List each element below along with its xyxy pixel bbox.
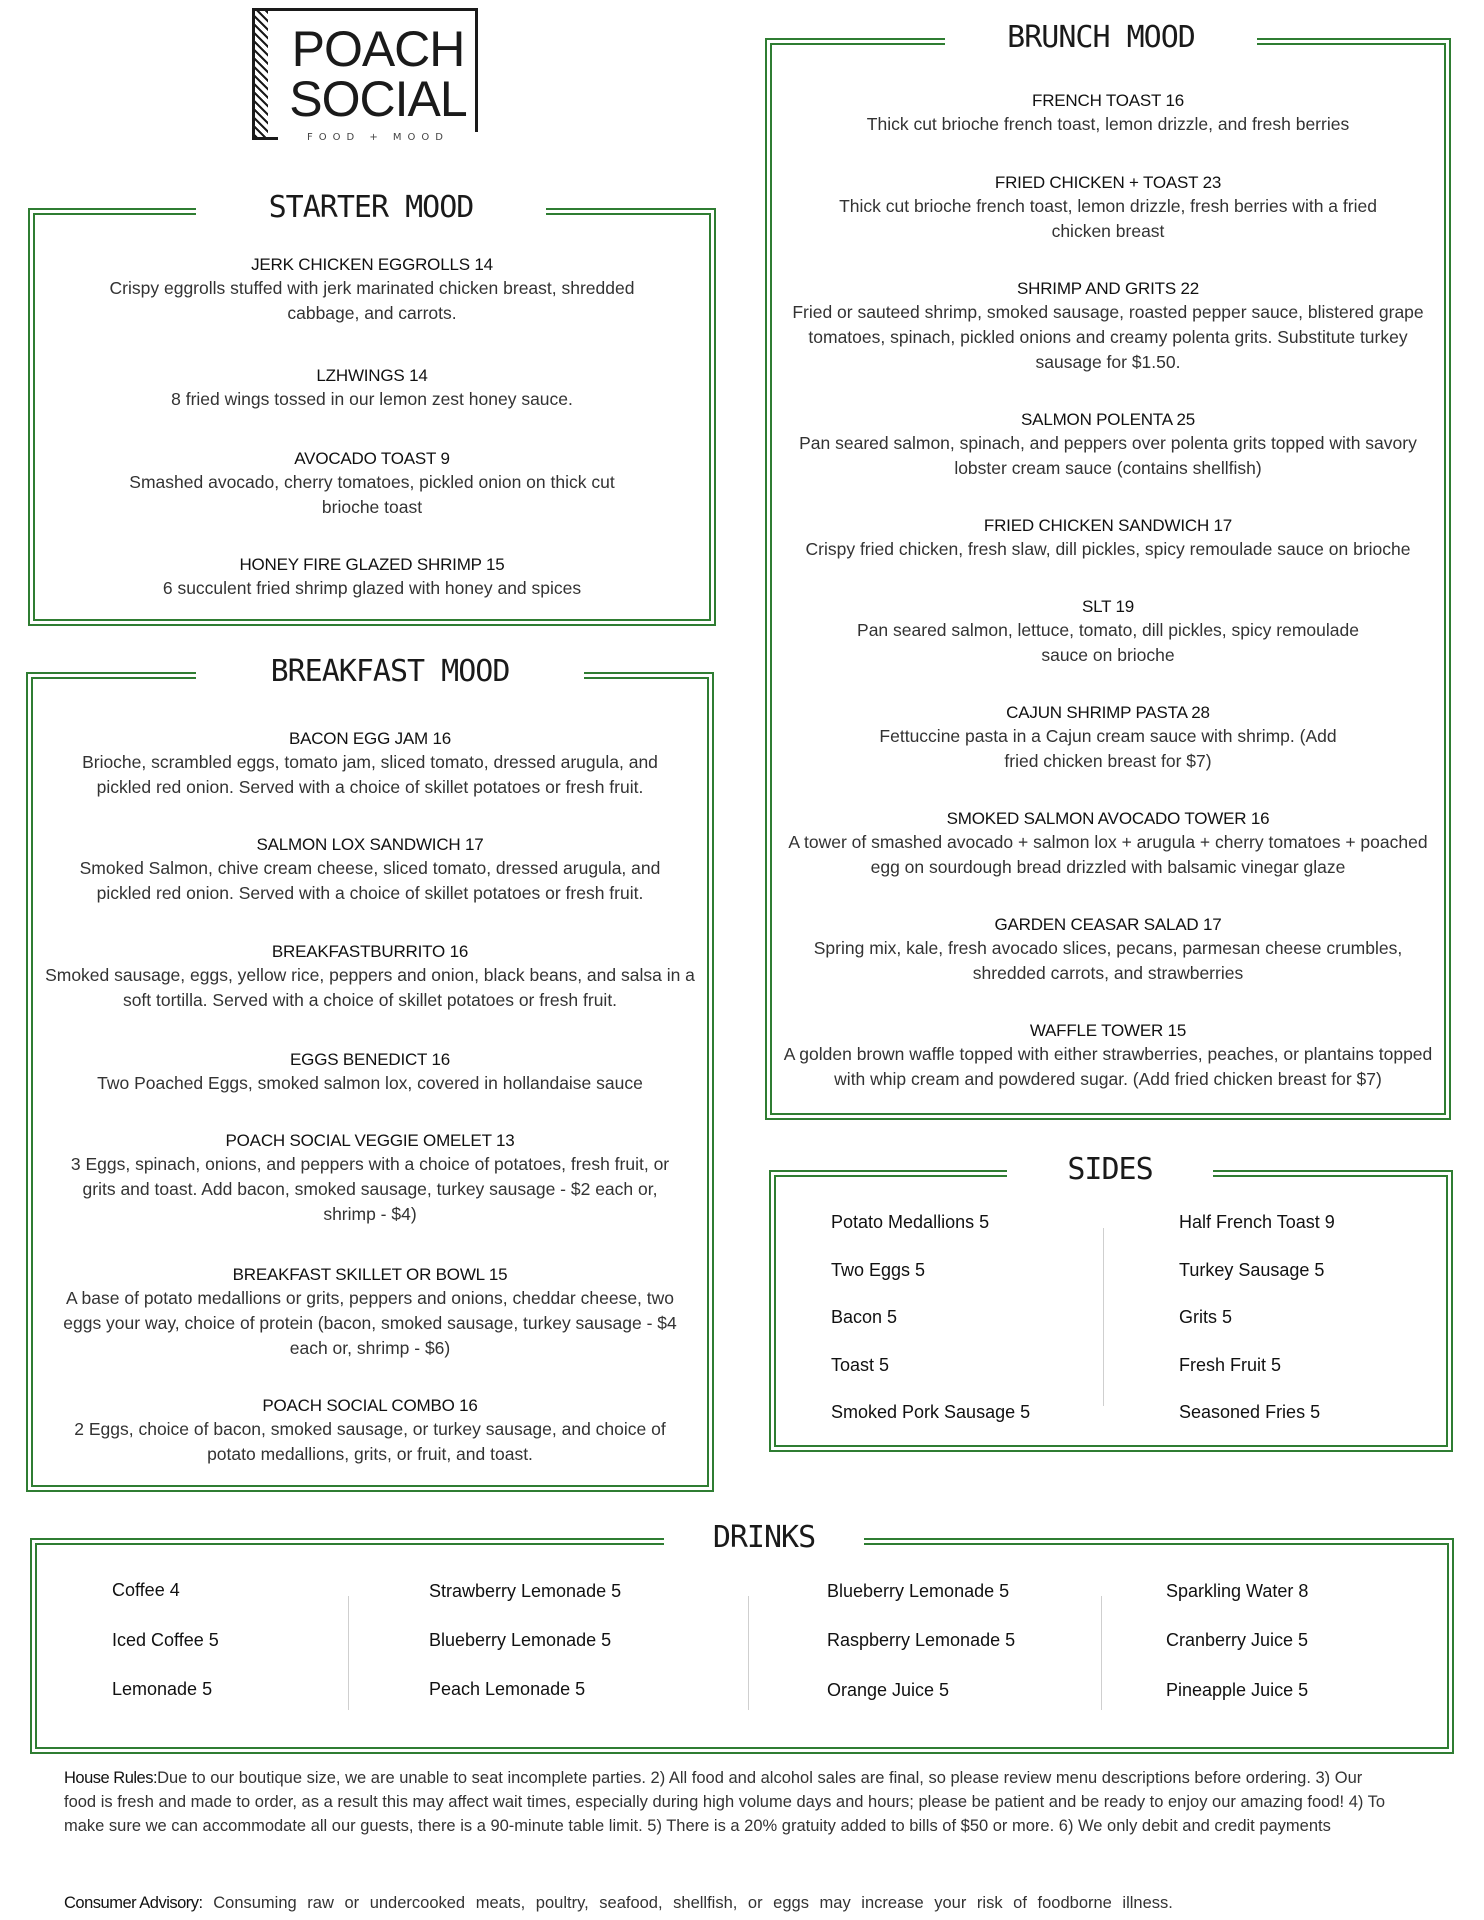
item-description: 6 succulent fried shrimp glazed with honey and spices: [162, 578, 582, 598]
drink-item: Raspberry Lemonade 5: [827, 1630, 1016, 1650]
item-description: A golden brown waffle topped with either strawberries, peaches, or plantains topped with whip cream and powdered sugar. (Add fried chicken breast for $7): [783, 1044, 1433, 1089]
logo-line-2: SOCIAL: [289, 71, 467, 127]
section-title: STARTER MOOD: [196, 190, 546, 226]
menu-item: [773, 914, 1443, 1020]
menu-item: [773, 409, 1443, 515]
menu-item: [773, 1020, 1443, 1092]
item-description: Spring mix, kale, fresh avocado slices, pecans, parmesan cheese crumbles, shredded carrots, and strawberries: [813, 938, 1403, 983]
item-description: Brioche, scrambled eggs, tomato jam, sliced tomato, dressed arugula, and pickled red onion. Served with a choice of skillet potatoes or fresh fruit.: [82, 752, 658, 797]
menu-item: [36, 1264, 704, 1395]
menu-item: [42, 365, 702, 448]
menu-item: [42, 254, 702, 365]
item-name: BREAKFAST SKILLET OR BOWL 15: [232, 1265, 508, 1284]
logo-pattern-strip: [252, 8, 268, 140]
side-item: Two Eggs 5: [831, 1260, 926, 1280]
menu-item: [42, 554, 702, 601]
logo-tagline: FOOD + MOOD: [278, 132, 478, 143]
item-name: FRIED CHICKEN SANDWICH 17: [983, 516, 1233, 535]
item-description: Fettuccine pasta in a Cajun cream sauce with shrimp. (Add fried chicken breast for $7): [879, 726, 1337, 771]
item-name: CAJUN SHRIMP PASTA 28: [1006, 703, 1210, 722]
item-name: SMOKED SALMON AVOCADO TOWER 16: [946, 809, 1270, 828]
item-description: Thick cut brioche french toast, lemon drizzle, and fresh berries: [866, 114, 1350, 134]
menu-item: [773, 596, 1443, 702]
logo-line-1: POACH: [291, 21, 465, 77]
item-description: Crispy eggrolls stuffed with jerk marinated chicken breast, shredded cabbage, and carrots.: [109, 278, 635, 323]
brunch-section: [765, 20, 1451, 1120]
side-item: Fresh Fruit 5: [1179, 1355, 1282, 1375]
item-description: Smoked Salmon, chive cream cheese, sliced tomato, dressed arugula, and pickled red onion. Served with a choice of skillet potatoes or fresh fruit.: [79, 858, 661, 903]
item-name: WAFFLE TOWER 15: [1029, 1021, 1187, 1040]
menu-item: [773, 278, 1443, 409]
breakfast-items: [36, 728, 704, 1467]
side-item: Half French Toast 9: [1179, 1212, 1335, 1232]
side-item: Potato Medallions 5: [831, 1212, 990, 1232]
drink-item: Blueberry Lemonade 5: [429, 1630, 612, 1650]
drink-item: Blueberry Lemonade 5: [827, 1581, 1010, 1601]
drink-item: Lemonade 5: [112, 1679, 213, 1699]
menu-item: [36, 1395, 704, 1467]
item-name: EGGS BENEDICT 16: [290, 1050, 450, 1069]
item-description: Thick cut brioche french toast, lemon drizzle, fresh berries with a fried chicken breast: [839, 196, 1377, 241]
item-name: AVOCADO TOAST 9: [294, 449, 450, 468]
sides-section: [769, 1152, 1453, 1452]
column-divider: [348, 1596, 349, 1710]
item-description: Crispy fried chicken, fresh slaw, dill pickles, spicy remoulade sauce on brioche: [805, 539, 1411, 559]
item-name: POACH SOCIAL COMBO 16: [262, 1396, 478, 1415]
item-description: Pan seared salmon, spinach, and peppers over polenta grits topped with savory lobster cream sauce (contains shellfish): [799, 433, 1417, 478]
drinks-section: [30, 1520, 1454, 1754]
item-name: POACH SOCIAL VEGGIE OMELET 13: [225, 1131, 515, 1150]
item-description: 2 Eggs, choice of bacon, smoked sausage, or turkey sausage, and choice of potato medallions, grits, or fruit, and toast.: [74, 1419, 666, 1464]
menu-item: [36, 1130, 704, 1264]
side-item: Grits 5: [1179, 1307, 1233, 1327]
column-divider: [1101, 1596, 1102, 1710]
column-divider: [1103, 1228, 1104, 1406]
drink-item: Orange Juice 5: [827, 1680, 950, 1700]
item-name: HONEY FIRE GLAZED SHRIMP 15: [239, 555, 505, 574]
item-description: 3 Eggs, spinach, onions, and peppers with a choice of potatoes, fresh fruit, or grits and toast. Add bacon, smoked sausage, turkey sausage - $2 each or, shrimp - $4): [70, 1154, 670, 1224]
item-description: Smashed avocado, cherry tomatoes, pickled onion on thick cut brioche toast: [129, 472, 615, 517]
menu-item: [42, 448, 702, 554]
item-name: SLT 19: [1081, 597, 1135, 616]
item-name: BREAKFASTBURRITO 16: [271, 942, 469, 961]
section-title: BREAKFAST MOOD: [196, 654, 584, 690]
breakfast-section: [26, 654, 714, 1492]
item-name: BACON EGG JAM 16: [288, 729, 452, 748]
menu-item: [773, 808, 1443, 914]
side-item: Bacon 5: [831, 1307, 898, 1327]
item-name: SHRIMP AND GRITS 22: [1017, 279, 1199, 298]
menu-item: [773, 172, 1443, 278]
drink-item: Peach Lemonade 5: [429, 1679, 586, 1699]
side-item: Toast 5: [831, 1355, 890, 1375]
section-title: SIDES: [1007, 1152, 1213, 1188]
menu-item: [773, 515, 1443, 596]
item-description: Two Poached Eggs, smoked salmon lox, covered in hollandaise sauce: [97, 1073, 643, 1093]
item-name: FRENCH TOAST 16: [1032, 91, 1184, 110]
drink-item: Cranberry Juice 5: [1166, 1630, 1309, 1650]
item-description: Pan seared salmon, lettuce, tomato, dill pickles, spicy remoulade sauce on brioche: [857, 620, 1359, 665]
item-name: JERK CHICKEN EGGROLLS 14: [251, 255, 493, 274]
item-description: A tower of smashed avocado + salmon lox + arugula + cherry tomatoes + poached egg on sourdough bread drizzled with balsamic vinegar glaze: [788, 832, 1428, 877]
drink-item: Strawberry Lemonade 5: [429, 1581, 622, 1601]
drink-item: Coffee 4: [112, 1580, 180, 1600]
drink-item: Iced Coffee 5: [112, 1630, 219, 1650]
logo-wordmark: [278, 21, 478, 127]
item-name: SALMON LOX SANDWICH 17: [256, 835, 484, 854]
consumer-advisory: [64, 1891, 1394, 1915]
menu-item: [773, 702, 1443, 808]
side-item: Turkey Sausage 5: [1179, 1260, 1325, 1280]
drink-item: Sparkling Water 8: [1166, 1581, 1309, 1601]
item-description: Fried or sauteed shrimp, smoked sausage, roasted pepper sauce, blistered grape tomatoes, spinach, pickled onions and creamy polenta grits. Substitute turkey sausage for $1.50.: [792, 302, 1424, 372]
item-name: SALMON POLENTA 25: [1021, 410, 1195, 429]
menu-item: [36, 728, 704, 834]
house-rules-text: Due to our boutique size, we are unable to seat incomplete parties. 2) All food and alcohol sales are final, so please review menu descriptions before ordering. 3) Our food is fresh and made to order, as a result this may affect wait times, especially during high volume days and hours; please be patient and be ready to enjoy our amazing food! 4) To make sure we can accommodate all our guests, there is a 90-minute table limit. 5) There is a 20% gratuity added to bills of $50 or more. 6) We only debit and credit payments: [64, 1769, 1386, 1835]
section-title: BRUNCH MOOD: [945, 20, 1257, 56]
item-name: LZHWINGS 14: [316, 366, 428, 385]
starter-section: [28, 190, 716, 626]
menu-item: [36, 1049, 704, 1130]
consumer-advisory-text: Consuming raw or undercooked meats, poultry, seafood, shellfish, or eggs may increase your risk of foodborne illness.: [213, 1894, 1173, 1912]
item-description: 8 fried wings tossed in our lemon zest honey sauce.: [171, 389, 573, 409]
starter-items: [42, 254, 702, 601]
house-rules: [64, 1766, 1394, 1838]
consumer-advisory-label: Consumer Advisory:: [64, 1894, 203, 1912]
item-name: FRIED CHICKEN + TOAST 23: [994, 173, 1222, 192]
side-item: Seasoned Fries 5: [1179, 1402, 1321, 1422]
brunch-items: [773, 90, 1443, 1092]
section-title: DRINKS: [664, 1520, 864, 1556]
menu-item: [773, 90, 1443, 172]
menu-item: [36, 941, 704, 1049]
house-rules-label: House Rules:: [64, 1769, 158, 1787]
item-description: Smoked sausage, eggs, yellow rice, peppers and onion, black beans, and salsa in a soft tortilla. Served with a choice of skillet potatoes or fresh fruit.: [45, 965, 695, 1010]
brand-logo: [252, 8, 480, 146]
item-description: A base of potato medallions or grits, peppers and onions, cheddar cheese, two eggs your way, choice of protein (bacon, smoked sausage, turkey sausage - $4 each or, shrimp - $6): [63, 1288, 677, 1358]
menu-item: [36, 834, 704, 941]
column-divider: [748, 1596, 749, 1710]
item-name: GARDEN CEASAR SALAD 17: [994, 915, 1222, 934]
drink-item: Pineapple Juice 5: [1166, 1680, 1309, 1700]
side-item: Smoked Pork Sausage 5: [831, 1402, 1031, 1422]
